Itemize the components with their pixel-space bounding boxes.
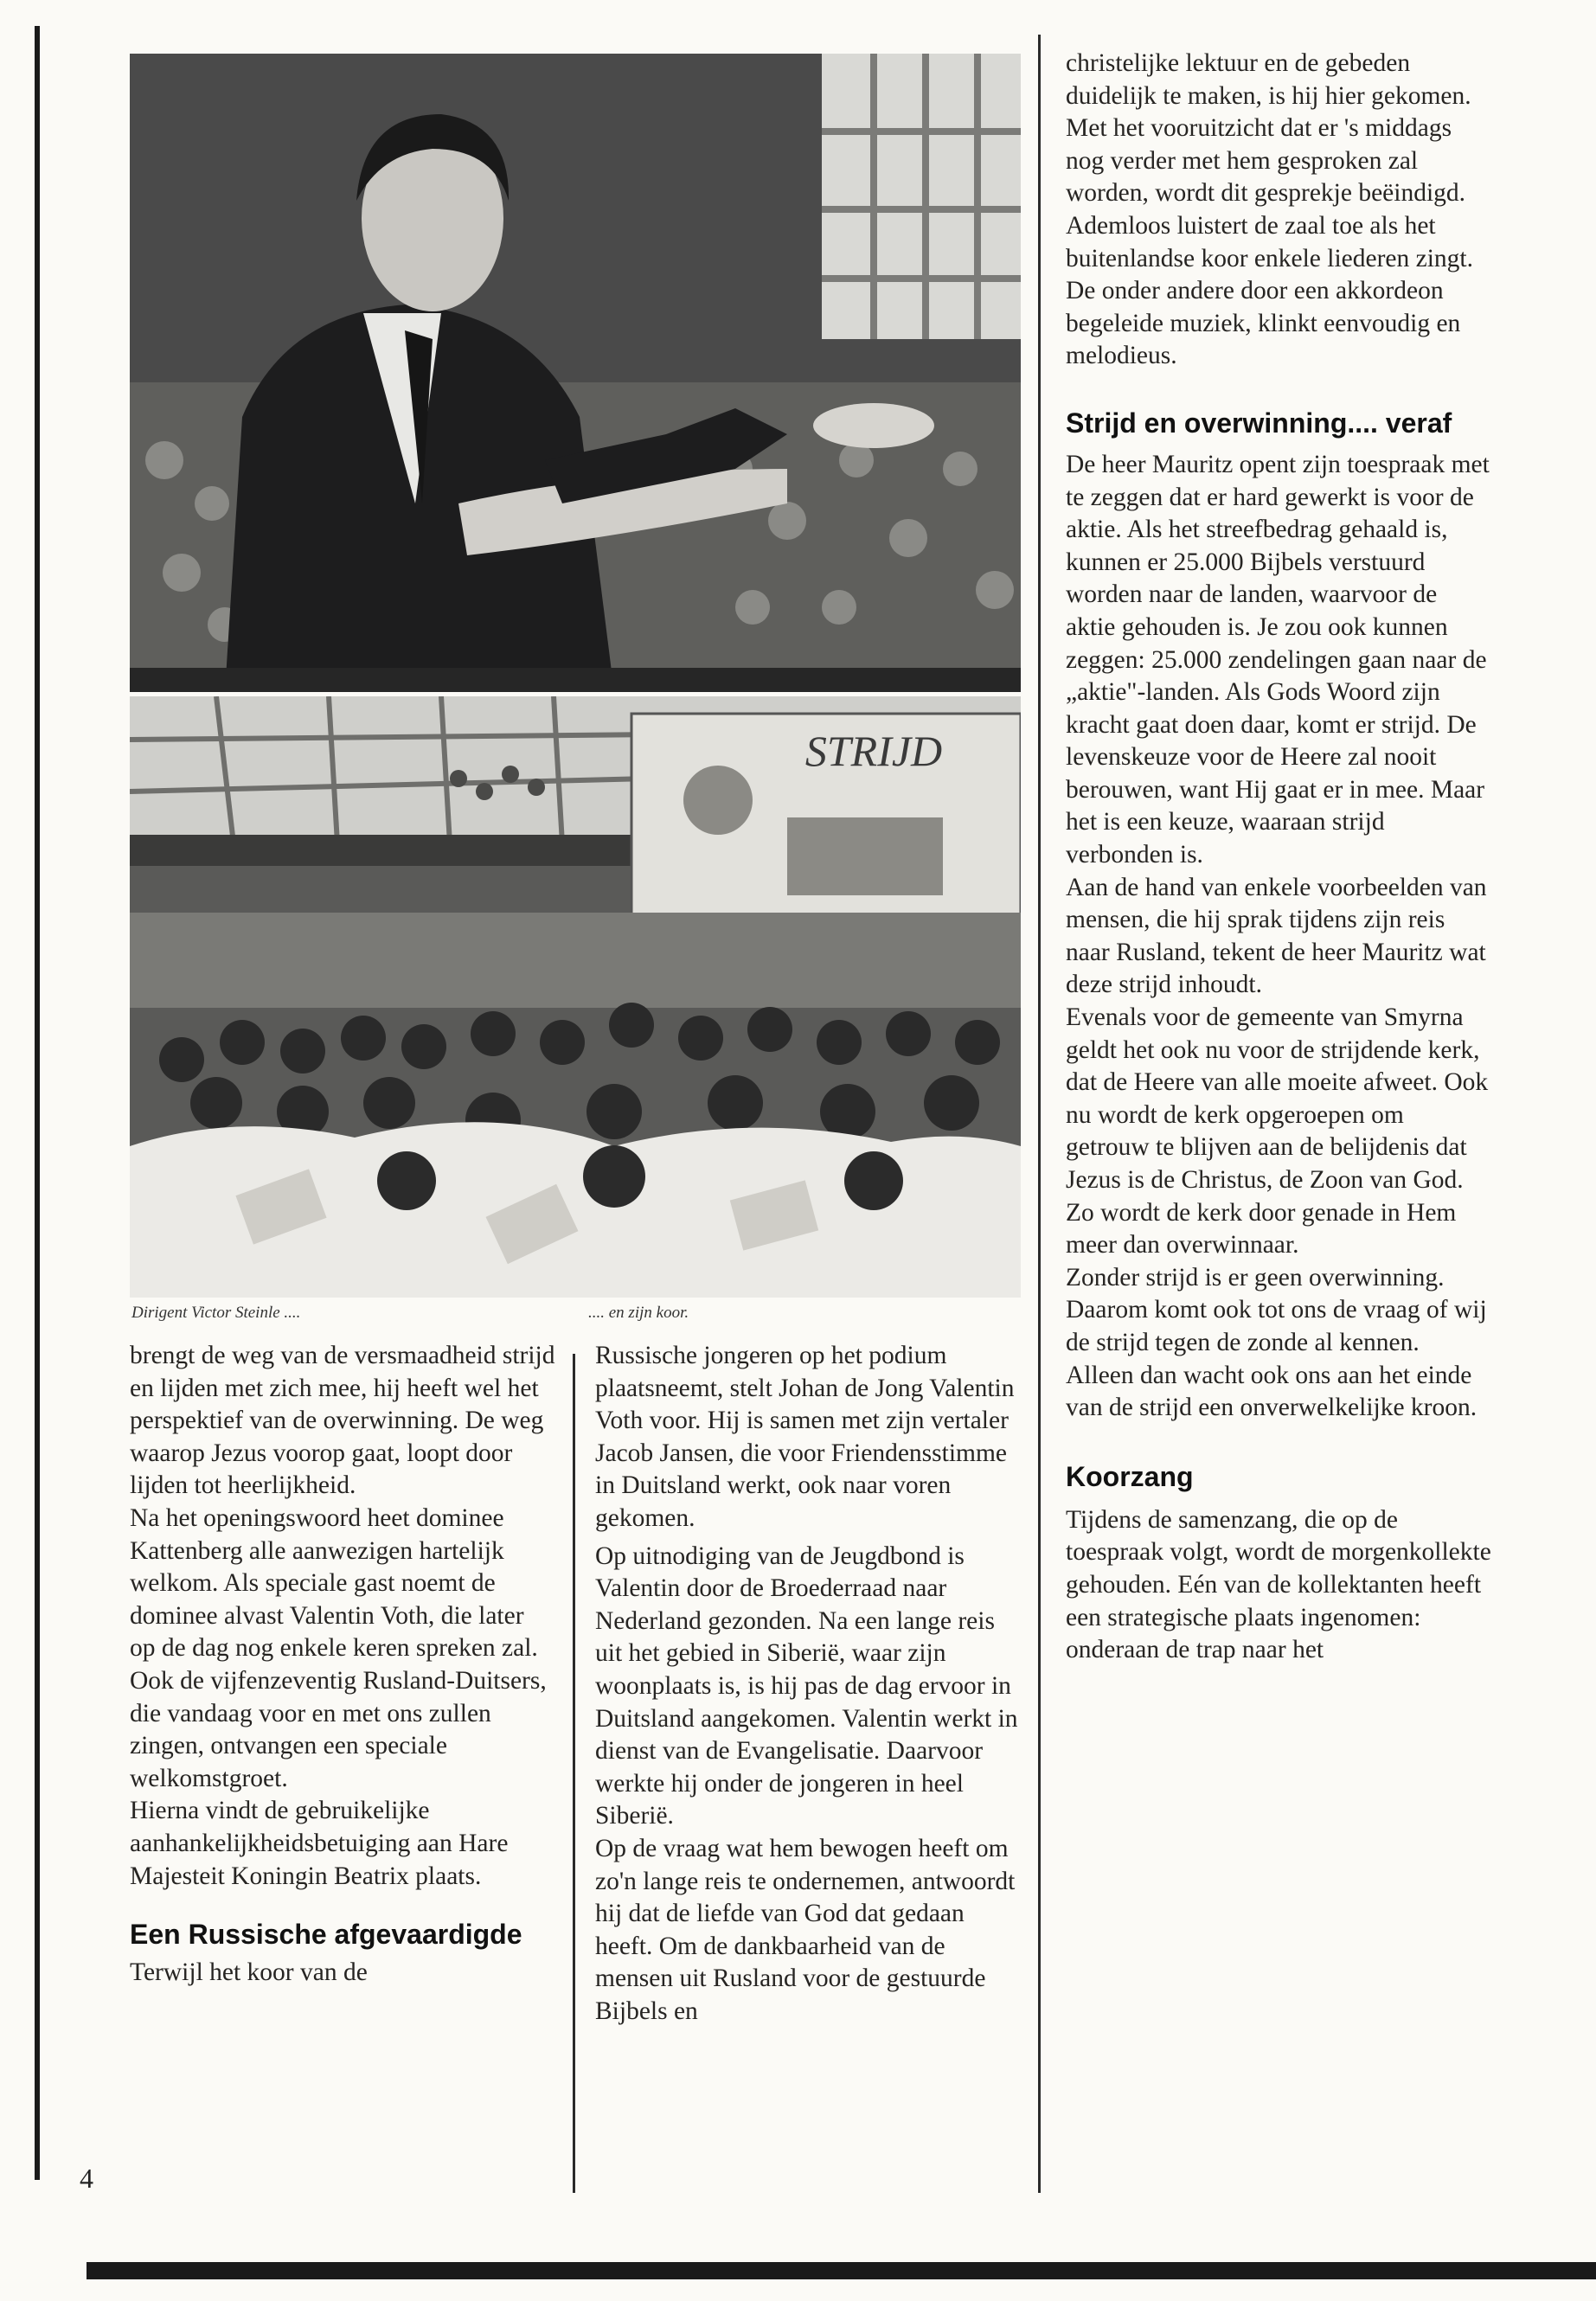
- col3-heading-koorzang: Koorzang: [1066, 1460, 1194, 1492]
- caption-choir: .... en zijn koor.: [588, 1304, 689, 1322]
- col3-paragraph-4: Aan de hand van enkele voorbeelden van mensen, die hij sprak tijdens zijn reis naar Rusland, tekent de heer Mauritz wat deze strijd inhoudt.: [1066, 873, 1487, 999]
- col3-paragraph-7: Tijdens de samenzang, die op de toespraak volgt, wordt de morgenkollekte gehouden. Eén van de kollektanten heeft een strategische plaats ingenomen: onderaan de trap naar het: [1066, 1505, 1491, 1664]
- column-3: [1066, 48, 1491, 1667]
- col3-paragraph-1: christelijke lektuur en de gebeden duidelijk te maken, is hij hier gekomen. Met het vooruitzicht dat er 's middags nog verder met hem gesproken zal worden, wordt dit gesprekje beëindigd.: [1066, 49, 1471, 208]
- column-1: [130, 1340, 555, 1990]
- col1-paragraph-1: brengt de weg van de versmaadheid strijd en lijden met zich mee, hij heeft wel het perspektief van de overwinning. De weg waarop Jezus voorop gaat, loopt door lijden tot heerlijkheid.: [130, 1342, 555, 1500]
- col3-paragraph-6: Zonder strijd is er geen overwinning. Daarom komt ook tot ons de vraag of wij de strijd tegen de zonde al kennen. Alleen dan wacht ook ons aan het einde van de strijd een onverwelkelijke kroon.: [1066, 1263, 1487, 1422]
- column-2: [595, 1340, 1021, 2028]
- col2-paragraph-3: Op de vraag wat hem bewogen heeft om zo'n lange reis te ondernemen, antwoordt hij dat de liefde van God dat gedaan heeft. Om de dankbaarheid van de mensen uit Rusland voor de gestuurde Bijbels en: [595, 1834, 1016, 2025]
- bottom-page-rule: [87, 2262, 1596, 2279]
- col3-paragraph-5: Evenals voor de gemeente van Smyrna geldt het ook nu voor de strijdende kerk, dat de Heere van alle moeite afweet. Ook nu wordt de kerk opgeroepen om getrouw te blijven aan de belijdenis dat Jezus is de Christus, de Zoon van God. Zo wordt de kerk door genade in Hem meer dan overwinnaar.: [1066, 1003, 1489, 1259]
- photo-choir: [130, 696, 1021, 1298]
- caption-conductor: Dirigent Victor Steinle ....: [131, 1304, 301, 1322]
- page-number: 4: [80, 2163, 93, 2194]
- col1-paragraph-2: Na het openingswoord heet dominee Kattenberg alle aanwezigen hartelijk welkom. Als speciale gast noemt de dominee alvast Valentin Voth, die later op de dag nog enkele keren spreken zal. Ook de vijfenzeventig Rusland-Duitsers, die vandaag voor en met ons zullen zingen, ontvangen een speciale welkomstgroet.: [130, 1503, 547, 1792]
- col1-paragraph-4: Terwijl het koor van de: [130, 1958, 368, 1987]
- left-margin-rule: [35, 26, 40, 2180]
- col2-paragraph-1: Russische jongeren op het podium plaatsneemt, stelt Johan de Jong Valentin Voth voor. Hij is samen met zijn vertaler Jacob Jansen, die voor Friendensstimme in Duitsland werkt, ook naar voren gekomen.: [595, 1342, 1015, 1532]
- col3-paragraph-2: Ademloos luistert de zaal toe als het buitenlandse koor enkele liederen zingt. De onder andere door een akkordeon begeleide muziek, klinkt eenvoudig en melodieus.: [1066, 211, 1474, 370]
- col1-paragraph-3: Hierna vindt de gebruikelijke aanhankelijkheidsbetuiging aan Hare Majesteit Koningin Beatrix plaats.: [130, 1797, 509, 1890]
- photo-conductor: [130, 54, 1021, 692]
- banner-text: STRIJD: [804, 727, 943, 775]
- column-divider-1: [573, 1354, 575, 2193]
- col3-heading-strijd: Strijd en overwinning.... veraf: [1066, 407, 1452, 439]
- col2-paragraph-2: Op uitnodiging van de Jeugdbond is Valentin door de Broederraad naar Nederland gezonden. Na een lange reis uit het gebied in Siberië, waar zijn woonplaats is, is hij pas de dag ervoor in Duitsland aangekomen. Valentin werkt in dienst van de Evangelisatie. Daarvoor werkte hij onder de jongeren in heel Siberië.: [595, 1541, 1018, 1830]
- col3-paragraph-3: De heer Mauritz opent zijn toespraak met te zeggen dat er hard gewerkt is voor de aktie. Als het streefbedrag gehaald is, kunnen er 25.000 Bijbels verstuurd worden naar de landen, waarvoor de aktie gehouden is. Je zou ook kunnen zeggen: 25.000 zendelingen gaan naar de „aktie"-landen. Als Gods Woord zijn kracht gaat doen daar, komt er strijd. De levenskeuze voor de Heere zal nooit berouwen, want Hij gaat er in mee. Maar het is een keuze, waaraan strijd verbonden is.: [1066, 450, 1490, 869]
- column-divider-2: [1038, 35, 1041, 2193]
- col1-heading: Een Russische afgevaardigde: [130, 1919, 522, 1951]
